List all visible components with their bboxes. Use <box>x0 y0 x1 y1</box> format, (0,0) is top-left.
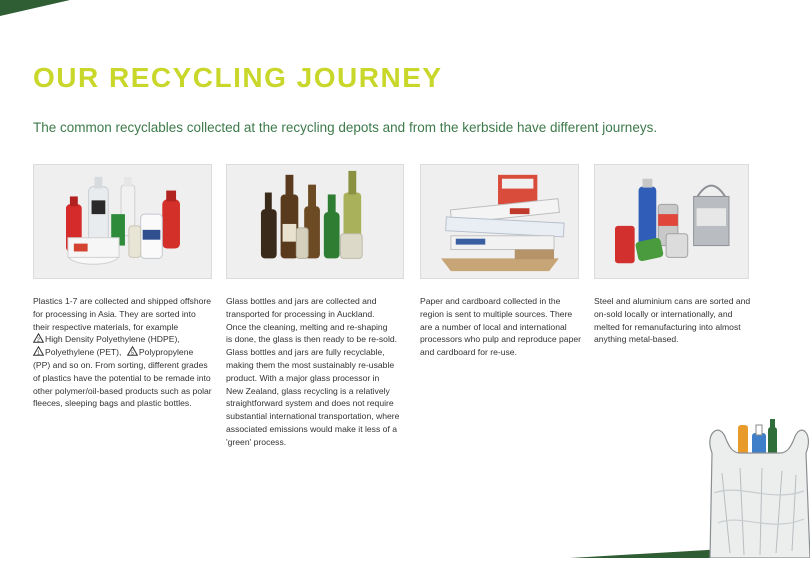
svg-text:2: 2 <box>37 337 40 344</box>
page-subtitle: The common recyclables collected at the recycling depots and from the kerbside have different journeys. <box>33 120 658 135</box>
text-line: on-sold locally or internationally, and <box>594 308 733 319</box>
text-line: making them the most sustainably re-usable <box>226 359 395 370</box>
text-line: Steel and aluminium cans are sorted and <box>594 296 751 306</box>
text-line: Glass bottles and jars are collected and <box>226 296 377 306</box>
text-line: region is sent to multiple sources. There <box>420 308 573 319</box>
recycling-bag-illustration <box>700 413 810 558</box>
pet-label: Polyethylene (PET), <box>45 347 122 358</box>
text-line: processors who pulp and reproduce paper <box>420 334 581 345</box>
paper-description <box>420 295 590 359</box>
hdpe-label: High Density Polyethylene (HDPE), <box>45 334 180 345</box>
paper-cardboard-photo <box>420 164 579 279</box>
text-line: Paper and cardboard collected in the <box>420 296 561 306</box>
text-line: (PP) and so on. From sorting, different grades <box>33 359 208 370</box>
steel-aluminium-cans-photo <box>594 164 749 279</box>
recycling-triangle-icon <box>33 346 44 356</box>
glass-description <box>226 295 411 449</box>
text-line: substantial international transportation, where <box>226 411 400 422</box>
recycling-triangle-icon <box>33 333 44 343</box>
text-line: straightforward system and does not require <box>226 398 394 409</box>
text-line: is done, the glass is then ready to be re-sold. <box>226 334 398 345</box>
text-line: for processing in Asia. They are sorted into <box>33 308 196 319</box>
text-line: of plastics have the potential to be remade into <box>33 372 211 383</box>
svg-text:5: 5 <box>130 350 134 357</box>
text-line: other polymer/oil-based products such as polar <box>33 385 212 396</box>
glass-bottles-photo <box>226 164 404 279</box>
svg-text:1: 1 <box>37 350 40 357</box>
plastic-bottles-photo <box>33 164 212 279</box>
text-line: are a number of local and international <box>420 321 567 332</box>
text-line: fleeces, sleeping bags and plastic bottles. <box>33 398 192 409</box>
text-line: Plastics 1-7 are collected and shipped offshore <box>33 296 212 306</box>
cans-description <box>594 295 764 346</box>
text-line: Once the cleaning, melting and re-shaping <box>226 321 388 332</box>
plastics-description <box>33 295 218 410</box>
corner-accent-top-left <box>0 0 70 16</box>
text-line: their respective materials, for example <box>33 321 179 332</box>
text-line: product. With a major glass processor in <box>226 372 380 383</box>
text-line <box>33 333 218 346</box>
pp-label: Polypropylene <box>138 347 194 358</box>
text-line: Glass bottles and jars are fully recyclable, <box>226 347 385 358</box>
text-line: melted for remanufacturing into almost <box>594 321 741 332</box>
text-line: transported for processing in Auckland. <box>226 308 375 319</box>
recycling-triangle-icon <box>127 346 138 356</box>
page-title: OUR RECYCLING JOURNEY <box>33 62 443 93</box>
text-line: New Zealand, glass recycling is a relatively <box>226 385 390 396</box>
text-line: anything metal-based. <box>594 334 679 345</box>
text-line: and cardboard for re-use. <box>420 347 517 358</box>
text-line: 'green' process. <box>226 436 287 447</box>
text-line <box>33 346 218 359</box>
text-line: associated emissions would make it less of a <box>226 423 397 434</box>
